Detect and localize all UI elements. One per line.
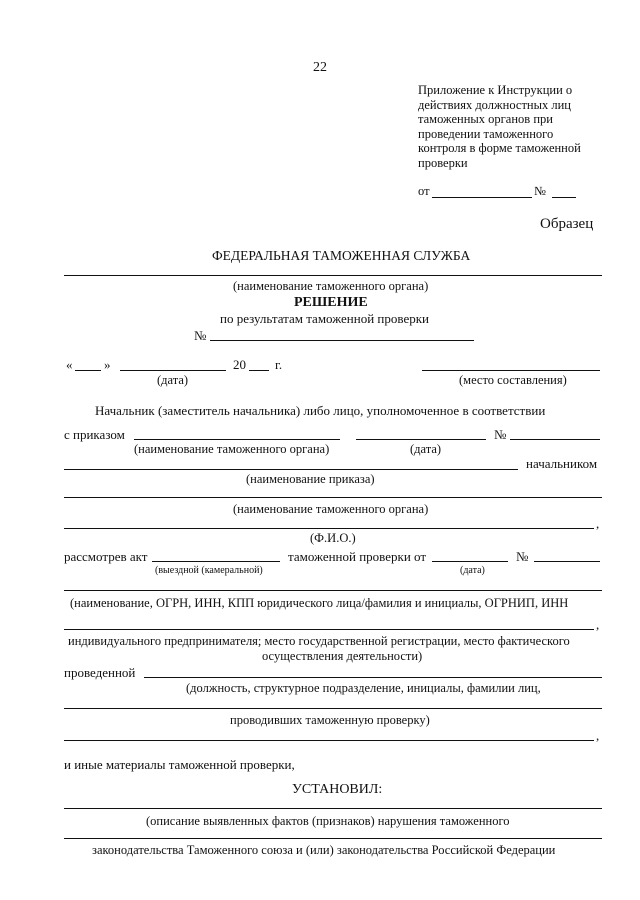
month-field[interactable] xyxy=(120,370,226,371)
chief-text: Начальник (заместитель начальника) либо лицо, уполномоченное в соответствии xyxy=(95,403,546,418)
order-number-sign: № xyxy=(494,427,507,442)
place-field[interactable] xyxy=(422,370,600,371)
place-caption: (место составления) xyxy=(459,373,567,387)
order-name-field[interactable] xyxy=(64,469,518,470)
conducted-field[interactable] xyxy=(144,677,602,678)
appendix-line: проверки xyxy=(418,155,468,170)
conducted-label: проведенной xyxy=(64,665,136,680)
violations-field-2[interactable] xyxy=(64,838,602,839)
sample-label: Образец xyxy=(540,216,594,232)
appendix-line: Приложение к Инструкции о xyxy=(418,83,573,97)
established-heading: УСТАНОВИЛ: xyxy=(292,782,383,797)
violations-field[interactable] xyxy=(64,808,602,809)
order-number-field[interactable] xyxy=(510,439,600,440)
violations-caption: (описание выявленных фактов (признаков) нарушения таможенного xyxy=(146,814,510,828)
officials-caption: (должность, структурное подразделение, инициалы, фамилии лиц, xyxy=(186,681,541,695)
officials-field[interactable] xyxy=(64,708,602,709)
day-field[interactable] xyxy=(75,370,101,371)
order-name-caption: (наименование приказа) xyxy=(246,472,375,486)
customs-body-field-2[interactable] xyxy=(64,497,602,498)
appendix-from-label: от xyxy=(418,184,430,198)
decision-number-field[interactable] xyxy=(210,340,474,341)
year-suffix: г. xyxy=(275,357,283,372)
entity-field[interactable] xyxy=(64,590,602,591)
act-number-field[interactable] xyxy=(534,561,600,562)
appendix-note xyxy=(418,83,581,170)
other-materials-text: и иные материалы таможенной проверки, xyxy=(64,757,295,772)
officials-comma: , xyxy=(596,728,600,743)
entrepreneur-caption-1: индивидуального предпринимателя; место государственной регистрации, место фактического xyxy=(68,634,570,648)
act-number-sign: № xyxy=(516,549,529,564)
act-date-field[interactable] xyxy=(432,561,508,562)
year-field[interactable] xyxy=(249,370,269,371)
officials-field-2[interactable] xyxy=(64,740,594,741)
year-prefix: 20 xyxy=(233,357,246,372)
page-number: 22 xyxy=(313,60,327,75)
appendix-line: таможенных органов при xyxy=(418,112,553,126)
customs-body-field[interactable] xyxy=(64,275,602,276)
act-type-caption: (выездной (камеральной) xyxy=(155,565,263,576)
act-date-caption: (дата) xyxy=(460,565,485,576)
entity-field-2[interactable] xyxy=(64,629,594,630)
fio-field[interactable] xyxy=(64,528,594,529)
order-label: с приказом xyxy=(64,427,125,442)
appendix-date-field[interactable] xyxy=(432,197,532,198)
appendix-number-field[interactable] xyxy=(552,197,576,198)
entity-caption: (наименование, ОГРН, ИНН, КПП юридического лица/фамилия и инициалы, ОГРНИП, ИНН xyxy=(70,596,569,610)
appendix-number-sign: № xyxy=(534,184,546,198)
act-type-field[interactable] xyxy=(152,561,280,562)
fio-comma: , xyxy=(596,516,600,531)
conducted-caption: проводивших таможенную проверку) xyxy=(230,713,430,727)
act-label: рассмотрев акт xyxy=(64,549,148,564)
by-chief-label: начальником xyxy=(526,456,598,471)
quote-open: « xyxy=(66,357,73,372)
decision-number-sign: № xyxy=(194,328,207,343)
order-customs-field[interactable] xyxy=(134,439,340,440)
fio-caption: (Ф.И.О.) xyxy=(310,531,356,545)
appendix-line: действиях должностных лиц xyxy=(418,97,571,112)
customs-body-caption-2: (наименование таможенного органа) xyxy=(233,502,429,516)
appendix-line: контроля в форме таможенной xyxy=(418,141,581,155)
appendix-line: проведении таможенного xyxy=(418,126,554,141)
document-title: РЕШЕНИЕ xyxy=(294,295,368,310)
entrepreneur-caption-2: осуществления деятельности) xyxy=(262,649,423,663)
order-customs-caption: (наименование таможенного органа) xyxy=(134,442,330,456)
document-subtitle: по результатам таможенной проверки xyxy=(220,311,429,326)
quote-close: » xyxy=(104,357,111,372)
agency-name: ФЕДЕРАЛЬНАЯ ТАМОЖЕННАЯ СЛУЖБА xyxy=(212,248,471,263)
act-mid-text: таможенной проверки от xyxy=(288,549,427,564)
customs-body-caption: (наименование таможенного органа) xyxy=(233,279,429,293)
entity-comma: , xyxy=(596,617,600,632)
legislation-caption: законодательства Таможенного союза и (или) законодательства Российской Федерации xyxy=(92,843,556,857)
date-caption: (дата) xyxy=(157,373,189,387)
order-date-field[interactable] xyxy=(356,439,486,440)
order-date-caption: (дата) xyxy=(410,442,442,456)
